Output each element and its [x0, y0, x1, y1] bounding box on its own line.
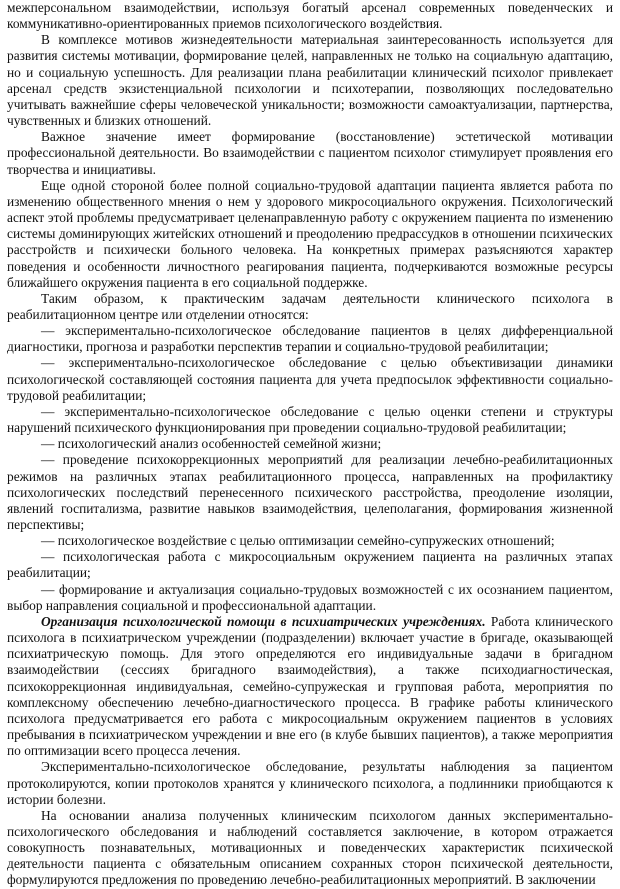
list-item: — проведение психокоррекционных мероприятий для реализации лечебно-реабилитационных режимов на различных этапах реабилитационного процесса, направленных на профилактику психологических последствий перенесенного психического расстройства, преодоление изоляции, явлений госпитализма, развитие навыков взаимодействия, целеполагания, формирования жизненной перспективы;: [7, 452, 613, 532]
section-text: Работа клинического психолога в психиатрическом учреждении (подразделении) включает участие в бригаде, оказывающей психиатрическую помощь. Для этого определяются его индивидуальные задачи в бригадном взаимодействии (сессиях бригадного взаимодействия), а также психодиагностическая, психокоррекционная индивидуальная, семейно-супружеская и групповая работа, мероприятия по комплексному обеспечению лечебно-диагностического процесса. В графике работы клинического психолога предусматривается его работа с микросоциальным окружением пациентов в условиях пребывания в психиатрическом учреждении и вне его (в клубе бывших пациентов), а также мероприятия по оптимизации всего процесса лечения.: [7, 613, 613, 759]
list-item: — психологический анализ особенностей семейной жизни;: [41, 436, 382, 452]
paragraph: Экспериментально-психологическое обследование, результаты наблюдения за пациентом протоколируются, копии протоколов хранятся у клинического психолога, а подлинники приобщаются к истории болезни.: [7, 759, 613, 807]
list-item: — экспериментально-психологическое обследование с целью объективизации динамики психологической составляющей состояния пациента для учета предпосылок эффективности социально-трудовой реабилитации;: [7, 355, 613, 403]
section-paragraph: [7, 614, 613, 759]
section-heading: Организация психологической помощи в психиатрических учреждениях.: [41, 613, 486, 629]
list-item: — экспериментально-психологическое обследование пациентов в целях дифференциальной диагностики, прогноза и разработки перспектив терапии и социально-трудовой реабилитации;: [7, 323, 613, 355]
list-item: — психологическое воздействие с целью оптимизации семейно-супружеских отношений;: [41, 533, 555, 549]
paragraph: В комплексе мотивов жизнедеятельности материальная заинтересованность используется для развития системы мотивации, формирование целей, направленных не только на социальную адаптацию, но и социальную успешность. Для реализации плана реабилитации клинический психолог привлекает арсенал средств экзистенциальной психологии и психотерапии, позволяющих последовательно учитывать важнейшие сферы человеческой уникальности; возможности самоактуализации, партнерства, чувственных и близких отношений.: [7, 32, 613, 129]
list-item: — экспериментально-психологическое обследование с целью оценки степени и структуры нарушений психического функционирования при проведении социально-трудовой реабилитации;: [7, 403, 613, 436]
paragraph: межперсональном взаимодействии, используя богатый арсенал современных поведенческих и коммуникативно-ориентированных приемов психологического воздействия.: [7, 0, 613, 32]
paragraph: На основании анализа полученных клиническим психологом данных экспериментально-психологического обследования и наблюдений составляется заключение, в котором отражается совокупность познавательных, мотивационных и поведенческих характеристик психической деятельности пациента с обязательным описанием сохранных сторон психической деятельности, формулируются предложения по проведению лечебно-реабилитационных мероприятий. В заключении: [7, 807, 613, 888]
list-item: — формирование и актуализация социально-трудовых возможностей с их осознанием пациентом, выбор направления социальной и профессиональной адаптации.: [7, 581, 613, 613]
document-page: [7, 0, 613, 889]
paragraph: Еще одной стороной более полной социально-трудовой адаптации пациента является работа по изменению общественного мнения о нем у здорового микросоциального окружения. Психологический аспект этой проблемы предусматривает целенаправленную работу с окружением пациента по изменению системы доминирующих житейских отношений и преодолению предрассудков в отношении психических расстройств и психически больного человека. На конкретных примерах разъясняются характер поведения и особенности личностного реагирования пациента, подчеркиваются возможные ресурсы ближайшего окружения пациента в его социальной поддержке.: [7, 177, 613, 290]
list-item: — психологическая работа с микросоциальным окружением пациента на различных этапах реабилитации;: [7, 549, 613, 581]
paragraph: Таким образом, к практическим задачам деятельности клинического психолога в реабилитационном центре или отделении относятся:: [7, 290, 613, 322]
paragraph: Важное значение имеет формирование (восстановление) эстетической мотивации профессиональной деятельности. Во взаимодействии с пациентом психолог стимулирует проявления его творчества и инициативы.: [7, 129, 613, 177]
